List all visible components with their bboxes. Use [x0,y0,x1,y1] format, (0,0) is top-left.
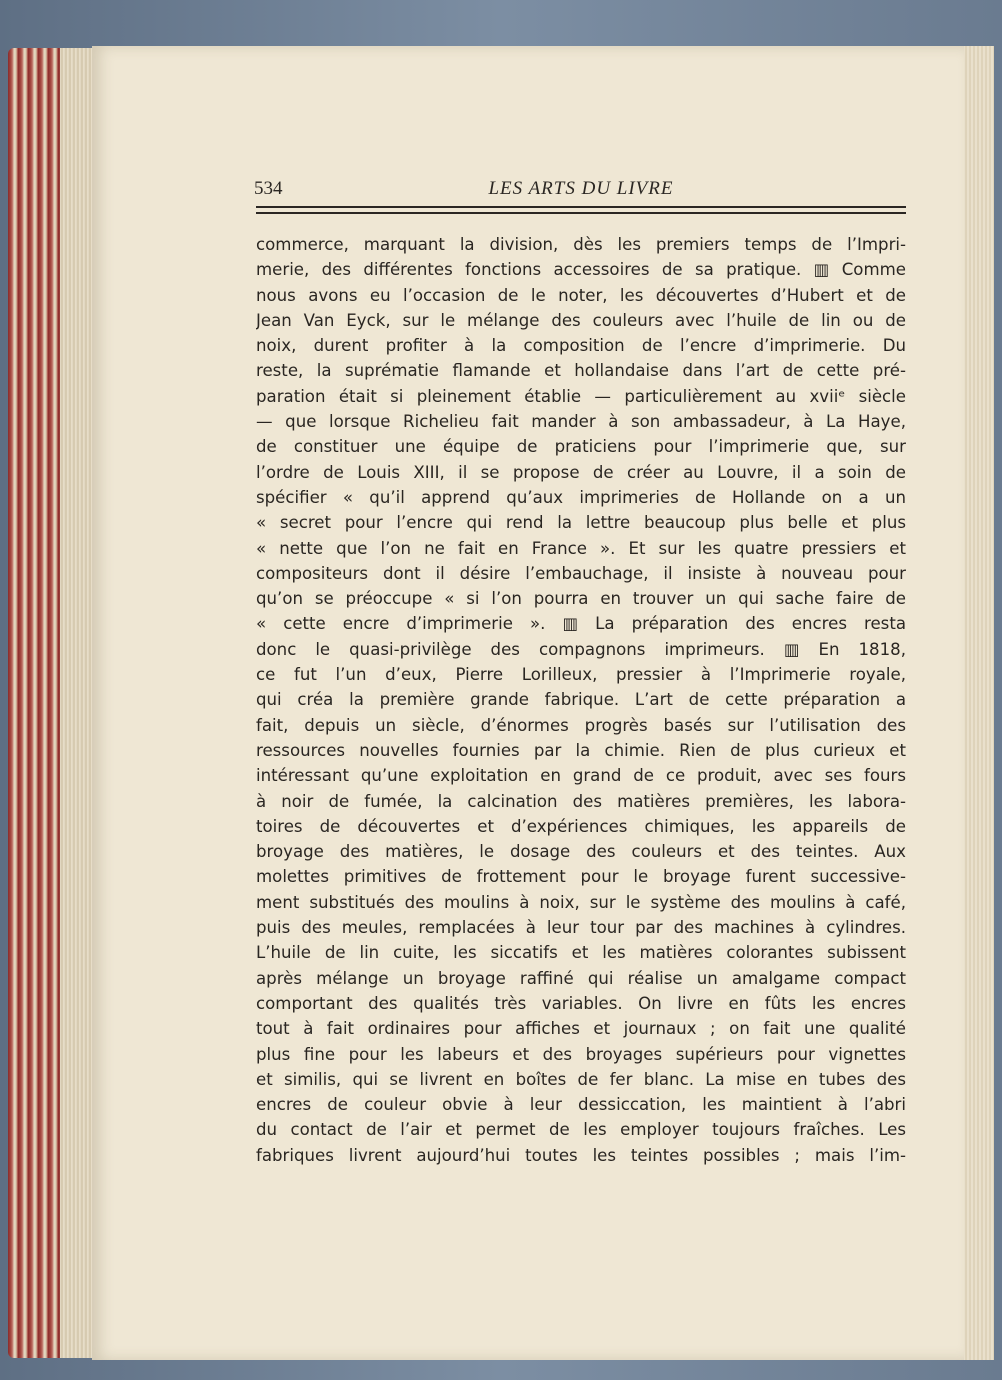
text-line: fabriques livrent aujourd’hui toutes les teintes possibles ; mais l’im- [256,1145,906,1165]
text-line: donc le quasi-privilège des compagnons imprimeurs. ▥ En 1818, [256,639,906,659]
text-line: et similis, qui se livrent en boîtes de fer blanc. La mise en tubes des [256,1069,906,1089]
text-line: du contact de l’air et permet de les employer toujours fraîches. Les [256,1120,906,1140]
text-line: paration était si pleinement établie — particulièrement au xviiᵉ siècle [256,386,906,406]
text-line: « cette encre d’imprimerie ». ▥ La préparation des encres resta [256,614,906,634]
body-text [256,232,906,1168]
text-line: spécifier « qu’il apprend qu’aux imprimeries de Hollande on a un [256,487,906,507]
text-line: ce fut l’un d’eux, Pierre Lorilleux, pressier à l’Imprimerie royale, [256,665,906,685]
text-line: qui créa la première grande fabrique. L’art de cette préparation a [256,690,906,710]
text-line: puis des meules, remplacées à leur tour par des machines à cylindres. [256,918,906,938]
text-line: comportant des qualités très variables. On livre en fûts les encres [256,993,906,1013]
text-line: après mélange un broyage raffiné qui réalise un amalgame compact [256,968,906,988]
text-line: merie, des différentes fonctions accessoires de sa pratique. ▥ Comme [256,260,906,280]
page-number: 534 [254,178,283,199]
running-title: LES ARTS DU LIVRE [488,178,674,199]
text-line: reste, la suprématie flamande et hollandaise dans l’art de cette pré- [256,361,906,381]
text-line: L’huile de lin cuite, les siccatifs et les matières colorantes subissent [256,943,906,963]
page-stack-edge [8,48,94,1358]
text-line: nous avons eu l’occasion de le noter, les découvertes d’Hubert et de [256,285,906,305]
right-page-edge [964,46,994,1360]
text-line: broyage des matières, le dosage des couleurs et des teintes. Aux [256,842,906,862]
text-line: compositeurs dont il désire l’embauchage, il insiste à nouveau pour [256,563,906,583]
text-line: noix, durent profiter à la composition de l’encre d’imprimerie. Du [256,336,906,356]
header-rule-bottom [256,212,906,214]
header-rule-top [256,206,906,208]
text-line: — que lorsque Richelieu fait mander à son ambassadeur, à La Haye, [256,412,906,432]
text-line: fait, depuis un siècle, d’énormes progrès basés sur l’utilisation des [256,715,906,735]
page-header [254,178,908,204]
text-line: molettes primitives de frottement pour le broyage furent successive- [256,867,906,887]
text-line: « secret pour l’encre qui rend la lettre beaucoup plus belle et plus [256,513,906,533]
text-line: ressources nouvelles fournies par la chimie. Rien de plus curieux et [256,740,906,760]
text-line: à noir de fumée, la calcination des matières premières, les labora- [256,791,906,811]
text-line: tout à fait ordinaires pour affiches et journaux ; on fait une qualité [256,1019,906,1039]
text-line: encres de couleur obvie à leur dessiccation, les maintient à l’abri [256,1095,906,1115]
text-line: de constituer une équipe de praticiens pour l’imprimerie que, sur [256,437,906,457]
text-line: « nette que l’on ne fait en France ». Et sur les quatre pressiers et [256,538,906,558]
text-line: Jean Van Eyck, sur le mélange des couleurs avec l’huile de lin ou de [256,310,906,330]
text-line: qu’on se préoccupe « si l’on pourra en trouver un qui sache faire de [256,589,906,609]
text-line: intéressant qu’une exploitation en grand de ce produit, avec ses fours [256,766,906,786]
text-line: commerce, marquant la division, dès les premiers temps de l’Impri- [256,235,906,254]
text-line: plus fine pour les labeurs et des broyages supérieurs pour vignettes [256,1044,906,1064]
text-line: toires de découvertes et d’expériences chimiques, les appareils de [256,816,906,836]
text-line: l’ordre de Louis XIII, il se propose de créer au Louvre, il a soin de [256,462,906,482]
text-line: ment substitués des moulins à noix, sur le système des moulins à café, [256,892,906,912]
